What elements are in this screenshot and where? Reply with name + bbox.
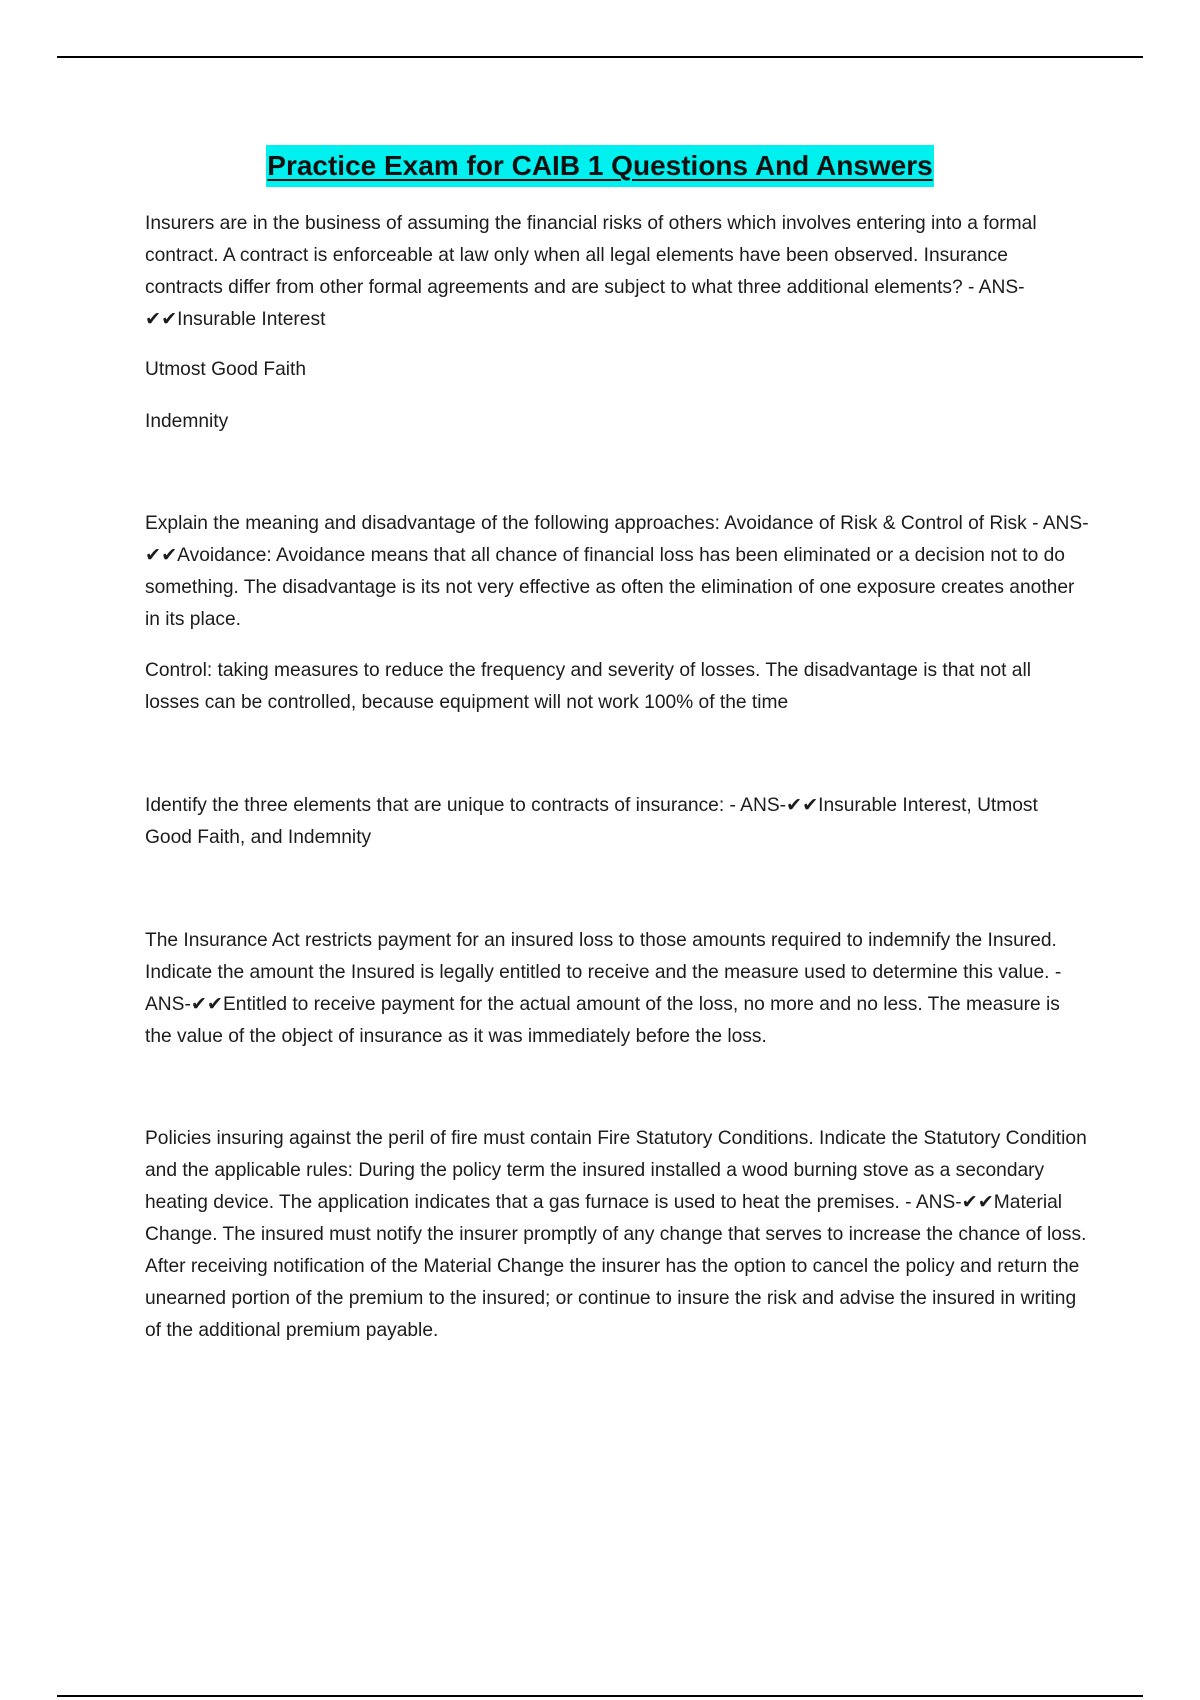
qa-item-3 — [145, 790, 1090, 854]
qa-item-2 — [145, 508, 1090, 636]
qa-item-text: Insurers are in the business of assuming the financial risks of others which involves entering into a formal contract. A contract is enforceable at law only when all legal elements have been observed. Insurance contracts differ from other formal agreements and are subject to what three additional elements? - ANS-✔✔Insurable Interest — [145, 213, 1037, 330]
qa-item-text: The Insurance Act restricts payment for an insured loss to those amounts required to indemnify the Insured. Indicate the amount the Insured is legally entitled to receive and the measure used to determine this value. - ANS-✔✔Entitled to receive payment for the actual amount of the loss, no more and no less. The measure is the value of the object of insurance as it was immediately before the loss. — [145, 930, 1062, 1047]
qa-item-answer-line: Control: taking measures to reduce the frequency and severity of losses. The disadvantage is that not all losses can be controlled, because equipment will not work 100% of the time — [145, 660, 1031, 713]
qa-item-1-answer-3 — [145, 406, 1090, 438]
qa-item-5 — [145, 1123, 1090, 1347]
qa-item-4 — [145, 925, 1090, 1053]
qa-item-answer-line: Utmost Good Faith — [145, 359, 307, 380]
qa-item-text: Policies insuring against the peril of fire must contain Fire Statutory Conditions. Indicate the Statutory Condition and the applicable rules: During the policy term the insured installed a wood burning stove as a secondary heating device. The application indicates that a gas furnace is used to heat the premises. - ANS-✔✔Material Change. The insured must notify the insurer promptly of any change that serves to increase the chance of loss. After receiving notification of the Material Change the insurer has the option to cancel the policy and return the unearned portion of the premium to the insured; or continue to insure the risk and advise the insured in writing of the additional premium payable. — [145, 1128, 1087, 1341]
qa-item-2-continuation — [145, 655, 1090, 719]
header-rule — [57, 56, 1143, 58]
footer-rule — [57, 1695, 1143, 1697]
title-container — [0, 145, 1200, 187]
qa-item-1 — [145, 208, 1090, 336]
qa-item-1-answer-2 — [145, 354, 1090, 386]
qa-item-text: Identify the three elements that are unique to contracts of insurance: - ANS-✔✔Insurable Interest, Utmost Good Faith, and Indemnity — [145, 795, 1038, 848]
qa-item-answer-line: Indemnity — [145, 411, 229, 432]
page-title: Practice Exam for CAIB 1 Questions And Answers — [266, 145, 933, 187]
qa-item-text: Explain the meaning and disadvantage of the following approaches: Avoidance of Risk & Control of Risk - ANS-✔✔Avoidance: Avoidance means that all chance of financial loss has been eliminated or a decision not to do something. The disadvantage is its not very effective as often the elimination of one exposure creates another in its place. — [145, 513, 1089, 630]
